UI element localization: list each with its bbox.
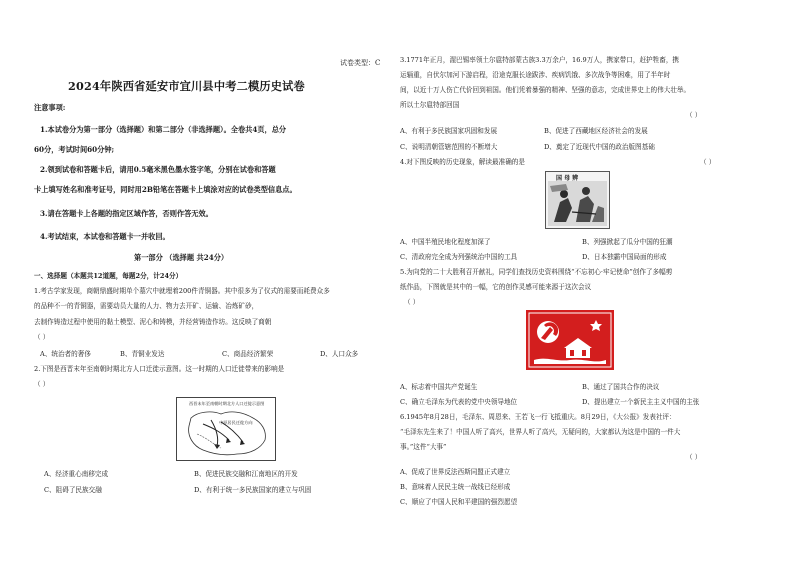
papercut-drawing — [526, 310, 614, 370]
q6-answer-paren[interactable]: （ ） — [686, 453, 702, 461]
q4-option-c[interactable]: C、清政府完全成为列强统治中国的工具 — [400, 253, 518, 261]
q2-option-a[interactable]: A、经济重心南移完成 — [44, 470, 109, 478]
q5-option-c[interactable]: C、确立毛泽东为代表的党中央领导地位 — [400, 398, 518, 406]
q3-answer-paren[interactable]: （ ） — [686, 111, 702, 119]
cartoon-caption: 国 母 辨 — [556, 175, 579, 182]
q5-option-d[interactable]: D、提出建立一个新民主主义中国的主张 — [582, 398, 700, 406]
q2-option-b[interactable]: B、促进民族交融和江南地区的开发 — [194, 470, 298, 478]
q4-option-b[interactable]: B、列强掀起了瓜分中国的狂潮 — [582, 238, 673, 246]
q1-option-d[interactable]: D、人口众多 — [320, 350, 359, 358]
migration-map-drawing — [177, 398, 275, 460]
q6-option-b[interactable]: B、意味着人民民主统一战线已经形成 — [400, 483, 511, 491]
q4-option-d[interactable]: D、日本独霸中国局面的形成 — [582, 253, 667, 261]
q3-option-a[interactable]: A、有利于多民族国家巩固和发展 — [400, 127, 498, 135]
exam-title: 2024年陕西省延安市宜川县中考二模历史试卷 — [68, 79, 305, 93]
map-label: 中原居民迁徙方向 — [219, 420, 253, 425]
q4-line: 4.对下图反映的历史现象，解读最准确的是 — [400, 158, 525, 166]
q3-option-c[interactable]: C、说明清朝管辖范围的不断增大 — [400, 143, 498, 151]
q3-option-d[interactable]: D、奠定了近现代中国的政治版图基础 — [544, 143, 655, 151]
q5-answer-paren[interactable]: （ ） — [404, 298, 420, 306]
q3-line: 运辎重，自伏尔加河下游启程，沿途克服长途跋涉、疾病饥饿、多次战争等困难，用了半年时 — [400, 71, 671, 79]
q1-line: 的品种不一的青铜器，需要动员大量的人力、物力去开矿、运输、冶炼矿砂， — [34, 302, 259, 310]
section-heading: 一、选择题（本题共12道题，每题2分，计24分） — [34, 272, 183, 280]
q2-line: 2.下图是西晋末年至南朝时期北方人口迁徙示意图。这一时期的人口迁徙带来的影响是 — [34, 365, 285, 373]
q4-option-a[interactable]: A、中国半殖民地化程度加深了 — [400, 238, 491, 246]
exam-type: 试卷类型：C — [340, 59, 381, 67]
notice-line: 3.请在答题卡上各题的指定区域作答，否则作答无效。 — [40, 209, 213, 218]
q6-option-c[interactable]: C、顺应了中国人民和平建国的强烈愿望 — [400, 498, 518, 506]
q5-line: 纸作品，下图就是其中的一幅，它的创作灵感可能来源于这次会议 — [400, 283, 592, 291]
q1-option-a[interactable]: A、统治者的奢侈 — [40, 350, 91, 358]
q2-option-d[interactable]: D、有利于统一多民族国家的建立与巩固 — [194, 486, 312, 494]
q6-option-a[interactable]: A、促成了世界反法西斯同盟正式建立 — [400, 468, 511, 476]
q1-line: （ ） — [34, 333, 50, 341]
migration-map — [176, 397, 276, 461]
notice-line: 4.考试结束，本试卷和答题卡一并收回。 — [40, 232, 170, 241]
q3-option-b[interactable]: B、促进了西藏地区经济社会的发展 — [544, 127, 648, 135]
part1-heading: 第一部分 （选择题 共24分） — [134, 253, 229, 262]
notice-line: 60分，考试时间60分钟; — [34, 145, 115, 154]
map-title: 西晋末年至南朝时期北方人口迁徙示意图 — [189, 401, 265, 406]
q5-line: 5.为向党的二十大胜利召开献礼，同学们查找历史资料围绕“不忘初心·牢记使命”创作了多幅剪 — [400, 268, 673, 276]
q1-line: 去制作铸造过程中使用的黏土模型、泥心和铸模，并经营铸造作坊。这反映了商朝 — [34, 318, 272, 326]
q3-line: 所以土尔扈特部回国 — [400, 101, 460, 109]
q3-line: 3.1771年正月，渥巴锡率领土尔扈特部蒙古族3.3万余户，16.9万人，携家带口，赶护牲畜，携 — [400, 56, 680, 64]
q4-answer-paren[interactable]: （ ） — [700, 158, 716, 166]
q6-line: 事。”这件“大事” — [400, 443, 447, 451]
q5-option-b[interactable]: B、通过了国共合作的决议 — [582, 383, 660, 391]
q5-option-a[interactable]: A、标志着中国共产党诞生 — [400, 383, 478, 391]
q1-line: 1.考古学家发现，商朝鼎盛时期单个墓穴中就埋着200件青铜器。其中很多为了仪式的需要而耗费众多 — [34, 287, 330, 295]
q3-line: 间，以近十万人伤亡代价回到祖国。他们凭着暴强的精神、坚强的意志，完成世界史上的伟大壮举。 — [400, 86, 691, 94]
cartoon-image — [545, 171, 610, 229]
q2-line: （ ） — [34, 380, 50, 388]
q1-option-c[interactable]: C、商品经济繁荣 — [222, 350, 274, 358]
q6-line: 6.1945年8月28日，毛泽东、周恩来、王若飞一行飞抵重庆。8月29日，《大公报》发表社评： — [400, 413, 676, 421]
q2-option-c[interactable]: C、阻碍了民族交融 — [44, 486, 102, 494]
notice-line: 1.本试卷分为第一部分（选择题）和第二部分（非选择题）。全卷共4页，总分 — [40, 125, 287, 134]
notice-line: 2.领到试卷和答题卡后，请用0.5毫米黑色墨水签字笔，分别在试卷和答题 — [40, 165, 276, 174]
notice-line: 卡上填写姓名和准考证号，同时用2B铅笔在答题卡上填涂对应的试卷类型信息点。 — [34, 185, 297, 194]
q1-option-b[interactable]: B、青铜业发达 — [120, 350, 165, 358]
q6-line: “毛泽东先生来了！中国人听了高兴，世界人听了高兴，无疑问的，大家都认为这是中国的一件大 — [400, 428, 681, 436]
notice-heading: 注意事项: — [34, 103, 66, 112]
papercut-image — [526, 310, 614, 370]
